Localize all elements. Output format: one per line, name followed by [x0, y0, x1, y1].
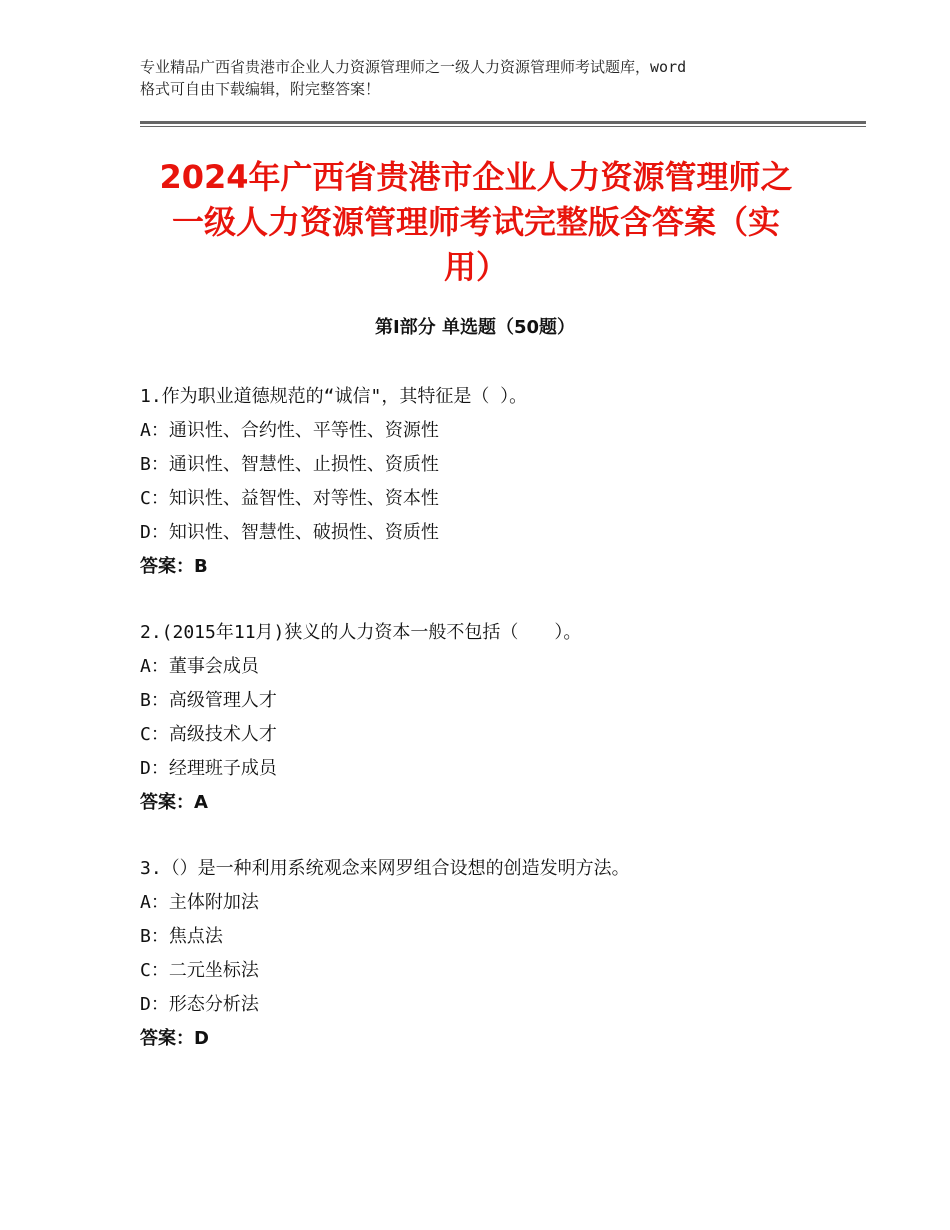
header-note-line-1: 专业精品广西省贵港市企业人力资源管理师之一级人力资源管理师考试题库，word [140, 58, 687, 76]
question-1 [140, 380, 860, 584]
section-heading: 第Ⅰ部分 单选题（50题） [374, 317, 575, 338]
option-a: A：通识性、合约性、平等性、资源性 [140, 420, 439, 441]
option-c: C：知识性、益智性、对等性、资本性 [140, 488, 439, 509]
option-b: B：焦点法 [140, 926, 223, 947]
question-stem: 2.(2015年11月)狭义的人力资本一般不包括（ ）。 [140, 622, 582, 643]
option-d: D：形态分析法 [140, 994, 259, 1015]
question-list [140, 380, 860, 1088]
option-d: D：经理班子成员 [140, 758, 277, 779]
answer: 答案：B [140, 556, 208, 577]
option-b: B：通识性、智慧性、止损性、资质性 [140, 454, 439, 475]
option-a: A：董事会成员 [140, 656, 259, 677]
document-title-line-1: 2024年广西省贵港市企业人力资源管理师之 [159, 158, 793, 196]
header-note-line-2: 格式可自由下载编辑，附完整答案！ [140, 80, 381, 98]
document-title [138, 155, 814, 290]
option-c: C：高级技术人才 [140, 724, 277, 745]
answer: 答案：D [140, 1028, 209, 1049]
document-title-line-2: 一级人力资源管理师考试完整版含答案（实 [171, 203, 780, 241]
question-3 [140, 852, 860, 1056]
question-stem: 3.（）是一种利用系统观念来网罗组合设想的创造发明方法。 [140, 858, 630, 879]
option-d: D：知识性、智慧性、破损性、资质性 [140, 522, 439, 543]
header-rule-thick [140, 121, 866, 124]
question-stem: 1.作为职业道德规范的“诚信"，其特征是（ ）。 [140, 386, 528, 407]
question-2 [140, 616, 860, 820]
option-b: B：高级管理人才 [140, 690, 277, 711]
option-c: C：二元坐标法 [140, 960, 259, 981]
header-note [140, 56, 830, 100]
answer: 答案：A [140, 792, 208, 813]
option-a: A：主体附加法 [140, 892, 259, 913]
document-title-line-3: 用） [443, 248, 508, 286]
header-rule-thin [140, 126, 866, 127]
